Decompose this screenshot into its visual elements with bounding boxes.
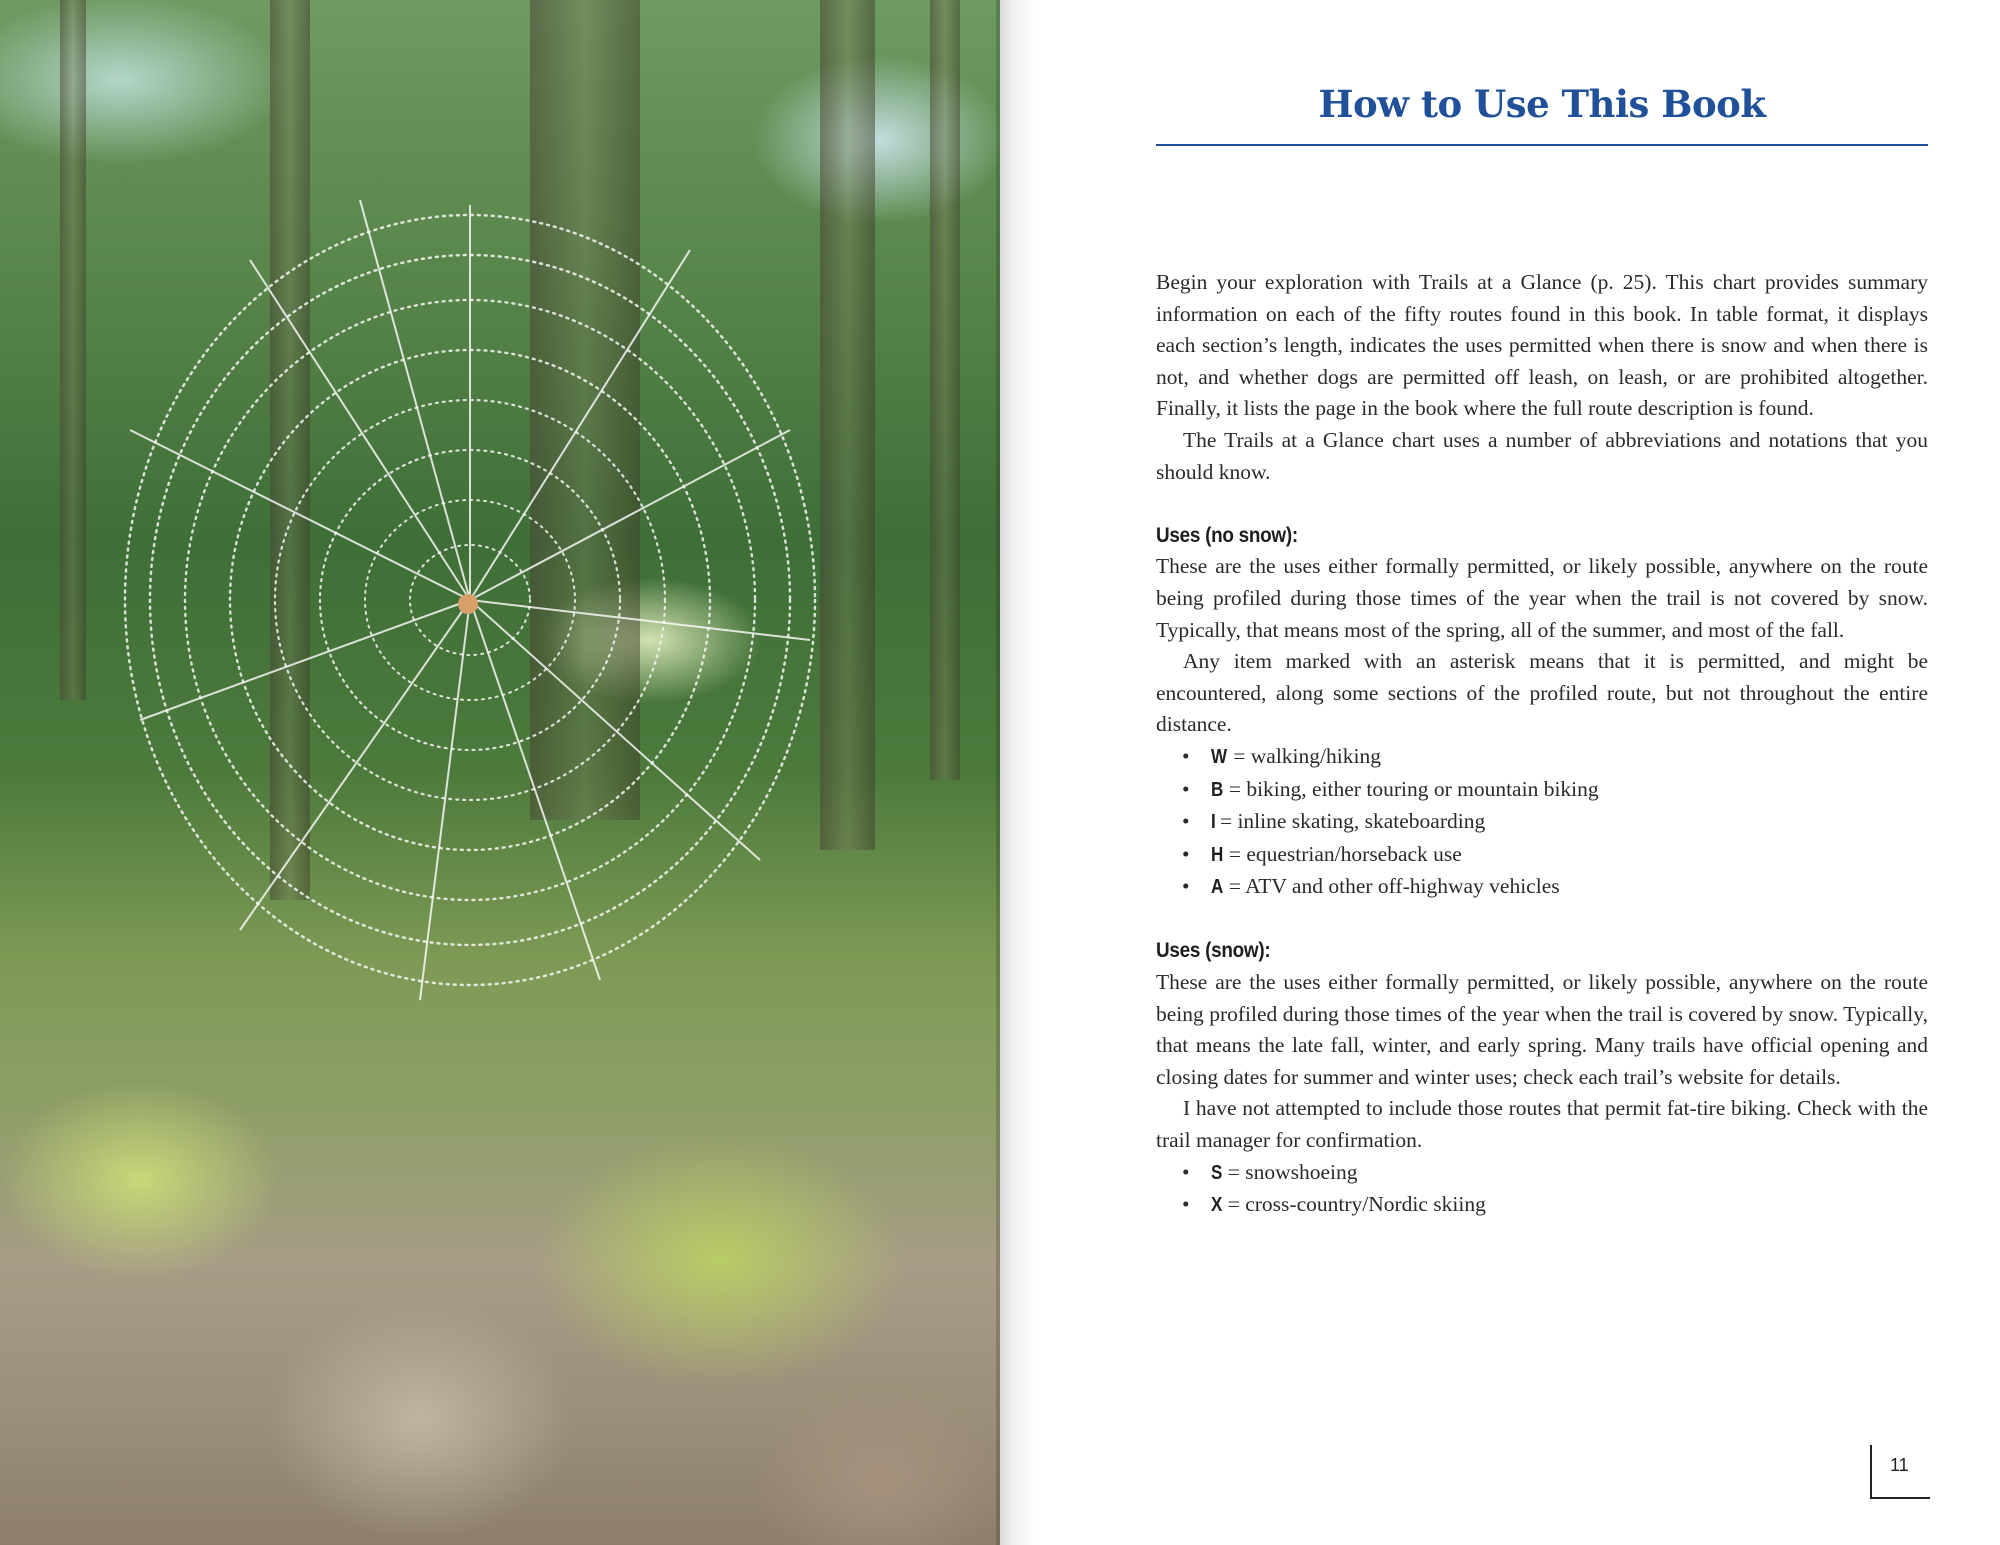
use-description: = cross-country/Nordic skiing [1222, 1192, 1486, 1217]
list-item [1156, 741, 1928, 774]
bullet-icon: • [1182, 809, 1190, 834]
snow-uses-list [1156, 1157, 1928, 1222]
use-description: = walking/hiking [1227, 743, 1381, 768]
bullet-icon: • [1182, 841, 1190, 866]
spider [458, 594, 478, 614]
bullet-icon: • [1182, 874, 1190, 899]
list-item [1156, 774, 1928, 807]
use-description: = biking, either touring or mountain biking [1223, 776, 1599, 801]
use-description: = equestrian/horseback use [1223, 841, 1462, 866]
list-item [1156, 1189, 1928, 1222]
use-code: B [1211, 778, 1224, 801]
section-paragraph: Any item marked with an asterisk means that it is permitted, and might be encountered, along some sections of the profiled route, but not throughout the entire distance. [1156, 649, 1928, 737]
page-body [1156, 267, 1928, 1222]
section-heading-snow: Uses (snow): [1156, 939, 1271, 963]
use-description: = snowshoeing [1222, 1159, 1358, 1184]
section-paragraph: These are the uses either formally permitted, or likely possible, anywhere on the route being profiled during those times of the year when the trail is covered by snow. Typically, that means the late fall, winter, and early spring. Many trails have official opening and closing dates for summer and winter uses; check each trail’s website for details. [1156, 970, 1928, 1089]
bullet-icon: • [1182, 776, 1190, 801]
section-paragraph: These are the uses either formally permitted, or likely possible, anywhere on the route being profiled during those times of the year when the trail is not covered by snow. Typically, that means most of the spring, all of the summer, and most of the fall. [1156, 554, 1928, 642]
title-rule [1156, 144, 1928, 146]
list-item [1156, 806, 1928, 839]
use-code: S [1211, 1161, 1223, 1184]
use-code: X [1211, 1194, 1223, 1217]
list-item [1156, 1157, 1928, 1190]
use-code: W [1211, 745, 1228, 768]
text-page [1000, 0, 2000, 1545]
use-code: H [1211, 843, 1224, 866]
list-item [1156, 839, 1928, 872]
use-code: I [1211, 811, 1216, 834]
section-heading-no-snow: Uses (no snow): [1156, 523, 1298, 547]
use-description: = inline skating, skateboarding [1214, 809, 1486, 834]
page-title: How to Use This Book [1318, 82, 1766, 126]
page-number: 11 [1890, 1455, 1909, 1475]
section-paragraph: I have not attempted to include those routes that permit fat-tire biking. Check with the trail manager for confirmation. [1156, 1096, 1928, 1153]
use-description: = ATV and other off-highway vehicles [1223, 874, 1560, 899]
intro-paragraph: Begin your exploration with Trails at a Glance (p. 25). This chart provides summary information on each of the fifty routes found in this book. In table format, it displays each section’s length, indicates the uses permitted when there is snow and when there is not, and whether dogs are permitted off leash, on leash, or are prohibited altogether. Finally, it lists the page in the book where the full route description is found. [1156, 270, 1928, 421]
bullet-icon: • [1182, 1192, 1190, 1217]
no-snow-uses-list [1156, 741, 1928, 904]
list-item [1156, 871, 1928, 904]
page-number-box [1870, 1445, 1930, 1499]
intro-paragraph: The Trails at a Glance chart uses a number of abbreviations and notations that you should know. [1156, 427, 1928, 484]
use-code: A [1211, 876, 1224, 899]
bullet-icon: • [1182, 743, 1190, 768]
bullet-icon: • [1182, 1159, 1190, 1184]
